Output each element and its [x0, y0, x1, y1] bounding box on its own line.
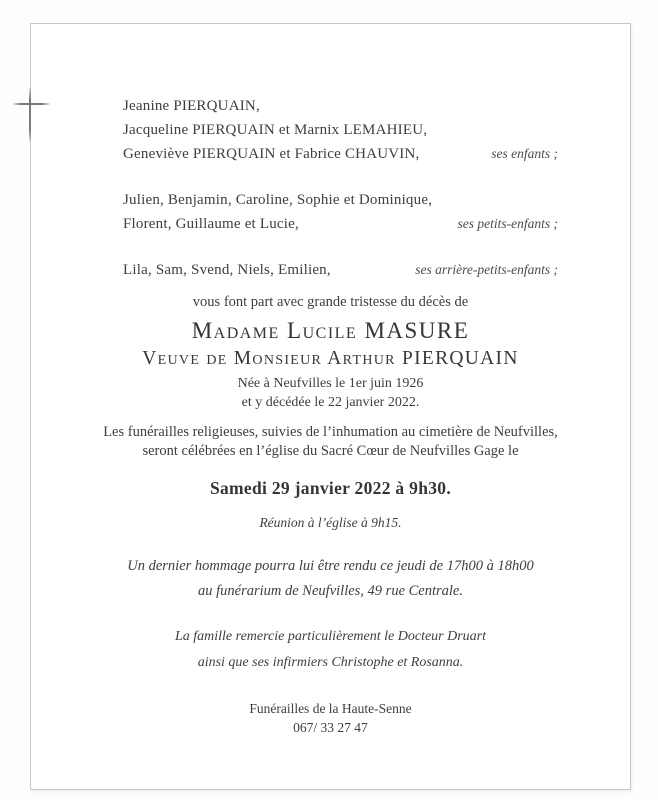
family-group-grandchildren — [123, 188, 558, 236]
relation-label: ses arrière-petits-enfants ; — [415, 262, 558, 277]
family-group-children — [123, 94, 558, 166]
relation-label: ses petits-enfants ; — [457, 216, 558, 231]
family-names-line: Lila, Sam, Svend, Niels, Emilien, — [123, 262, 331, 278]
family-names-line: Geneviève PIERQUAIN et Fabrice CHAUVIN, — [123, 146, 420, 162]
thanks-block — [31, 624, 630, 676]
family-names-line: Florent, Guillaume et Lucie, — [123, 216, 299, 232]
ceremony-date: Samedi 29 janvier 2022 à 9h30. — [209, 478, 452, 498]
funeral-home-block — [31, 699, 630, 737]
funeral-home-name: Funérailles de la Haute-Senne — [249, 701, 412, 716]
ceremony-block — [31, 423, 630, 461]
tribute-line: au funérarium de Neufvilles, 49 rue Centrale. — [198, 583, 463, 599]
thanks-line: ainsi que ses infirmiers Christophe et Rosanna. — [197, 655, 464, 670]
family-section — [31, 94, 630, 282]
birth-line: Née à Neufvilles le 1er juin 1926 — [237, 376, 424, 391]
ceremony-line: Les funérailles religieuses, suivies de l’inhumation au cimetière de Neufvilles, — [103, 424, 558, 440]
cross-icon — [13, 103, 50, 105]
thanks-line: La famille remercie particulièrement le Docteur Druart — [174, 629, 487, 644]
deceased-title: Veuve de Monsieur Arthur PIERQUAIN — [142, 348, 519, 369]
family-group-great-grandchildren — [123, 258, 558, 282]
funeral-home-phone: 067/ 33 27 47 — [293, 720, 368, 735]
deceased-name: Madame Lucile MASURE — [191, 318, 470, 343]
meeting-line: Réunion à l’église à 9h15. — [259, 515, 402, 530]
death-line: et y décédée le 22 janvier 2022. — [241, 395, 420, 410]
family-names-line: Jacqueline PIERQUAIN et Marnix LEMAHIEU, — [123, 122, 428, 138]
relation-label: ses enfants ; — [491, 146, 558, 161]
ceremony-line: seront célébrées en l’église du Sacré Cœur de Neufvilles Gage le — [142, 443, 519, 459]
family-names-line: Jeanine PIERQUAIN, — [123, 98, 260, 114]
tribute-line: Un dernier hommage pourra lui être rendu ce jeudi de 17h00 à 18h00 — [127, 558, 534, 574]
family-names-line: Julien, Benjamin, Caroline, Sophie et Dominique, — [123, 192, 433, 208]
tribute-block — [31, 554, 630, 604]
intro-line: vous font part avec grande tristesse du décès de — [192, 294, 469, 310]
birth-death-block — [31, 374, 630, 412]
announcement-card — [30, 23, 631, 790]
cross-icon — [29, 88, 31, 141]
